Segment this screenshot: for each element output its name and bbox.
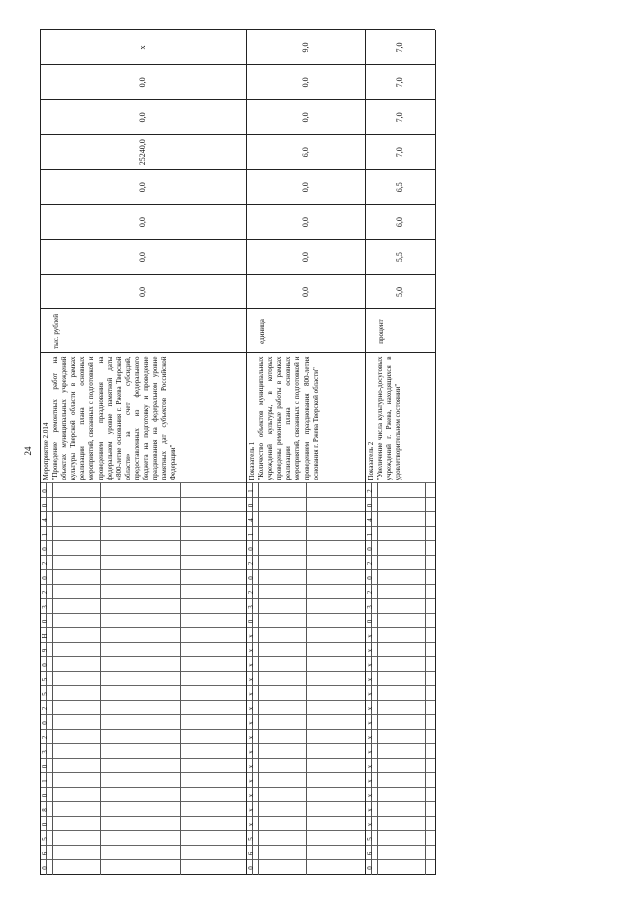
code-digit: 0 xyxy=(41,576,49,580)
code-digit: 9 xyxy=(41,648,49,653)
row-divider xyxy=(435,30,436,875)
code-digit: x xyxy=(366,764,374,769)
code-digit: 0 xyxy=(41,663,49,667)
code-digit: x xyxy=(366,692,374,696)
code-digit: 0 xyxy=(247,866,255,870)
row-value: 9,0 xyxy=(300,42,310,53)
code-digit: x xyxy=(366,706,374,711)
code-digit: 2 xyxy=(41,706,49,711)
code-digit: 5 xyxy=(41,837,49,841)
row-value: 6,0 xyxy=(300,147,310,158)
row-value: 0,0 xyxy=(300,217,310,228)
code-digit: 3 xyxy=(41,605,49,609)
row-description xyxy=(248,357,363,481)
row-title: Показатель 1 xyxy=(248,441,256,481)
code-digit: x xyxy=(366,822,374,827)
code-digit: 2 xyxy=(247,590,255,595)
code-digit: 1 xyxy=(366,532,374,537)
unit-column-divider xyxy=(40,353,435,354)
code-digit: 0 xyxy=(41,793,49,798)
code-digit: 0 xyxy=(366,503,374,508)
row-title: Мероприятие 2.014 xyxy=(42,422,50,481)
code-digit: 1 xyxy=(41,532,49,537)
value-column-divider xyxy=(40,309,435,310)
value-column-divider xyxy=(40,204,435,205)
code-digit: x xyxy=(247,764,255,769)
code-area-rule xyxy=(52,484,53,876)
code-digit: x xyxy=(247,808,255,812)
code-digit: 5 xyxy=(247,837,255,841)
code-area-rule xyxy=(306,484,307,876)
code-digit: 0 xyxy=(247,503,255,508)
code-digit: x xyxy=(366,648,374,653)
code-digit: 0 xyxy=(247,619,255,624)
code-digit: 0 xyxy=(366,547,374,551)
code-digit: 1 xyxy=(247,489,255,493)
code-digit: x xyxy=(247,822,255,827)
code-digit: x xyxy=(366,735,374,740)
row-value: 0,0 xyxy=(138,287,147,298)
row-value: 0,0 xyxy=(300,287,310,298)
row-description xyxy=(42,357,244,481)
code-digit: 2 xyxy=(366,489,374,493)
code-digit: Н xyxy=(41,633,49,639)
code-digit: x xyxy=(366,663,374,667)
code-digit: 5 xyxy=(366,837,374,841)
code-digit: 6 xyxy=(41,851,49,856)
code-digit: 0 xyxy=(41,721,49,725)
row-value: 7,0 xyxy=(395,77,404,88)
row-value: 0,0 xyxy=(138,182,147,193)
code-digit: 0 xyxy=(41,489,49,493)
code-digit: 2 xyxy=(41,561,49,566)
row-value: 6,0 xyxy=(395,217,404,228)
code-area-rule xyxy=(180,484,181,876)
row-value: 5,0 xyxy=(395,287,404,298)
row-unit: процент xyxy=(377,319,385,344)
code-digit: x xyxy=(366,779,374,783)
code-digit: 0 xyxy=(41,822,49,827)
row-value: 6,5 xyxy=(395,182,404,193)
row-unit: тыс. рублей xyxy=(52,314,60,349)
row-title: Показатель 2 xyxy=(367,441,375,481)
row-value: 25240,0 xyxy=(138,139,147,166)
value-column-divider xyxy=(40,169,435,170)
code-area-rule xyxy=(100,484,101,876)
table-frame xyxy=(40,30,435,875)
code-digit: 2 xyxy=(41,590,49,595)
code-digit: x xyxy=(247,721,255,725)
code-digit: x xyxy=(366,721,374,725)
code-digit: 0 xyxy=(366,866,374,870)
row-value: 0,0 xyxy=(138,77,147,88)
row-value: 7,0 xyxy=(395,112,404,123)
row-description-text: "Увеличение числа культурно-досуговых учреждений г. Ржева, находящихся в удовлетворительном состоянии" xyxy=(376,356,403,481)
rotated-table xyxy=(40,30,435,875)
code-digit: 4 xyxy=(41,518,49,522)
row-value: x xyxy=(138,45,147,50)
row-value: 0,0 xyxy=(138,217,147,228)
code-digit: 5 xyxy=(41,677,49,682)
code-digit: x xyxy=(247,779,255,783)
code-digit: 3 xyxy=(247,605,255,609)
code-area-rule xyxy=(377,484,378,876)
code-digit: 5 xyxy=(41,692,49,696)
code-digit: x xyxy=(366,793,374,798)
code-area-rule xyxy=(425,484,426,876)
code-digit: 6 xyxy=(247,851,255,856)
code-digit: 2 xyxy=(366,561,374,566)
row-unit: единица xyxy=(258,319,266,344)
code-digit: 0 xyxy=(41,503,49,508)
row-value: 0,0 xyxy=(300,252,310,263)
code-digit: x xyxy=(247,706,255,711)
table-border-right xyxy=(40,29,435,30)
value-column-divider xyxy=(40,239,435,240)
code-digit: x xyxy=(247,750,255,754)
row-value: 7,0 xyxy=(395,147,404,158)
code-digit: 0 xyxy=(41,866,49,870)
row-description-text: "Проведение ремонтных работ на объектах муниципальных учреждений культуры Тверской области в рамках реализации плана основных мероприятий, связанных с подготовкой и проведением празднования на федеральном уровне памятной даты «800-летие основания г. Ржева Тверской области» за счет субсидий, предоставленных из федерального бюджета на подготовку и проведение празднования на федеральном уровне памятных дат субъектов Российской Федерации" xyxy=(51,356,178,481)
code-digit: 0 xyxy=(247,576,255,580)
code-digit: x xyxy=(247,793,255,798)
code-digit: 0 xyxy=(41,547,49,551)
value-column-divider xyxy=(40,64,435,65)
code-digit: 8 xyxy=(41,808,49,812)
code-digit: 6 xyxy=(366,851,374,856)
code-digit: 1 xyxy=(247,532,255,537)
code-digit: 3 xyxy=(366,605,374,609)
code-digit: 0 xyxy=(366,576,374,580)
code-digit: 3 xyxy=(41,750,49,754)
code-digit: 0 xyxy=(247,547,255,551)
code-digit: x xyxy=(247,648,255,653)
code-digit: x xyxy=(366,808,374,812)
code-digit: x xyxy=(247,634,255,638)
row-value: 0,0 xyxy=(300,112,310,123)
code-digit: 2 xyxy=(41,735,49,740)
code-digit: x xyxy=(247,692,255,696)
row-description-text: "Количество объектов муниципальных учреждений культуры, в которых проведены ремонтные работы в рамках реализации плана основных мероприятий, связанных с подготовкой и проведением празднования 800-летия основания г. Ржева Тверской области" xyxy=(257,356,320,481)
row-value: 7,0 xyxy=(395,42,404,53)
code-digit: x xyxy=(247,735,255,740)
row-description xyxy=(367,357,433,481)
code-digit: 0 xyxy=(41,764,49,769)
row-value: 0,0 xyxy=(138,252,147,263)
row-value: 0,0 xyxy=(300,77,310,88)
value-column-divider xyxy=(40,134,435,135)
code-digit: x xyxy=(247,663,255,667)
row-value: 0,0 xyxy=(138,112,147,123)
code-digit: 4 xyxy=(247,518,255,522)
value-column-divider xyxy=(40,274,435,275)
code-digit: 1 xyxy=(41,779,49,783)
code-area-rule xyxy=(258,484,259,876)
code-digit: 0 xyxy=(366,619,374,624)
code-digit: 2 xyxy=(247,561,255,566)
row-value: 0,0 xyxy=(300,182,310,193)
code-digit: 2 xyxy=(366,590,374,595)
value-column-divider xyxy=(40,99,435,100)
code-digit: x xyxy=(366,750,374,754)
code-digit: x xyxy=(366,677,374,682)
page-number: 24 xyxy=(23,446,33,456)
code-digit: 4 xyxy=(366,518,374,522)
code-digit: x xyxy=(247,677,255,682)
row-value: 5,5 xyxy=(395,252,404,263)
code-digit: x xyxy=(366,634,374,638)
code-digit: 0 xyxy=(41,619,49,624)
